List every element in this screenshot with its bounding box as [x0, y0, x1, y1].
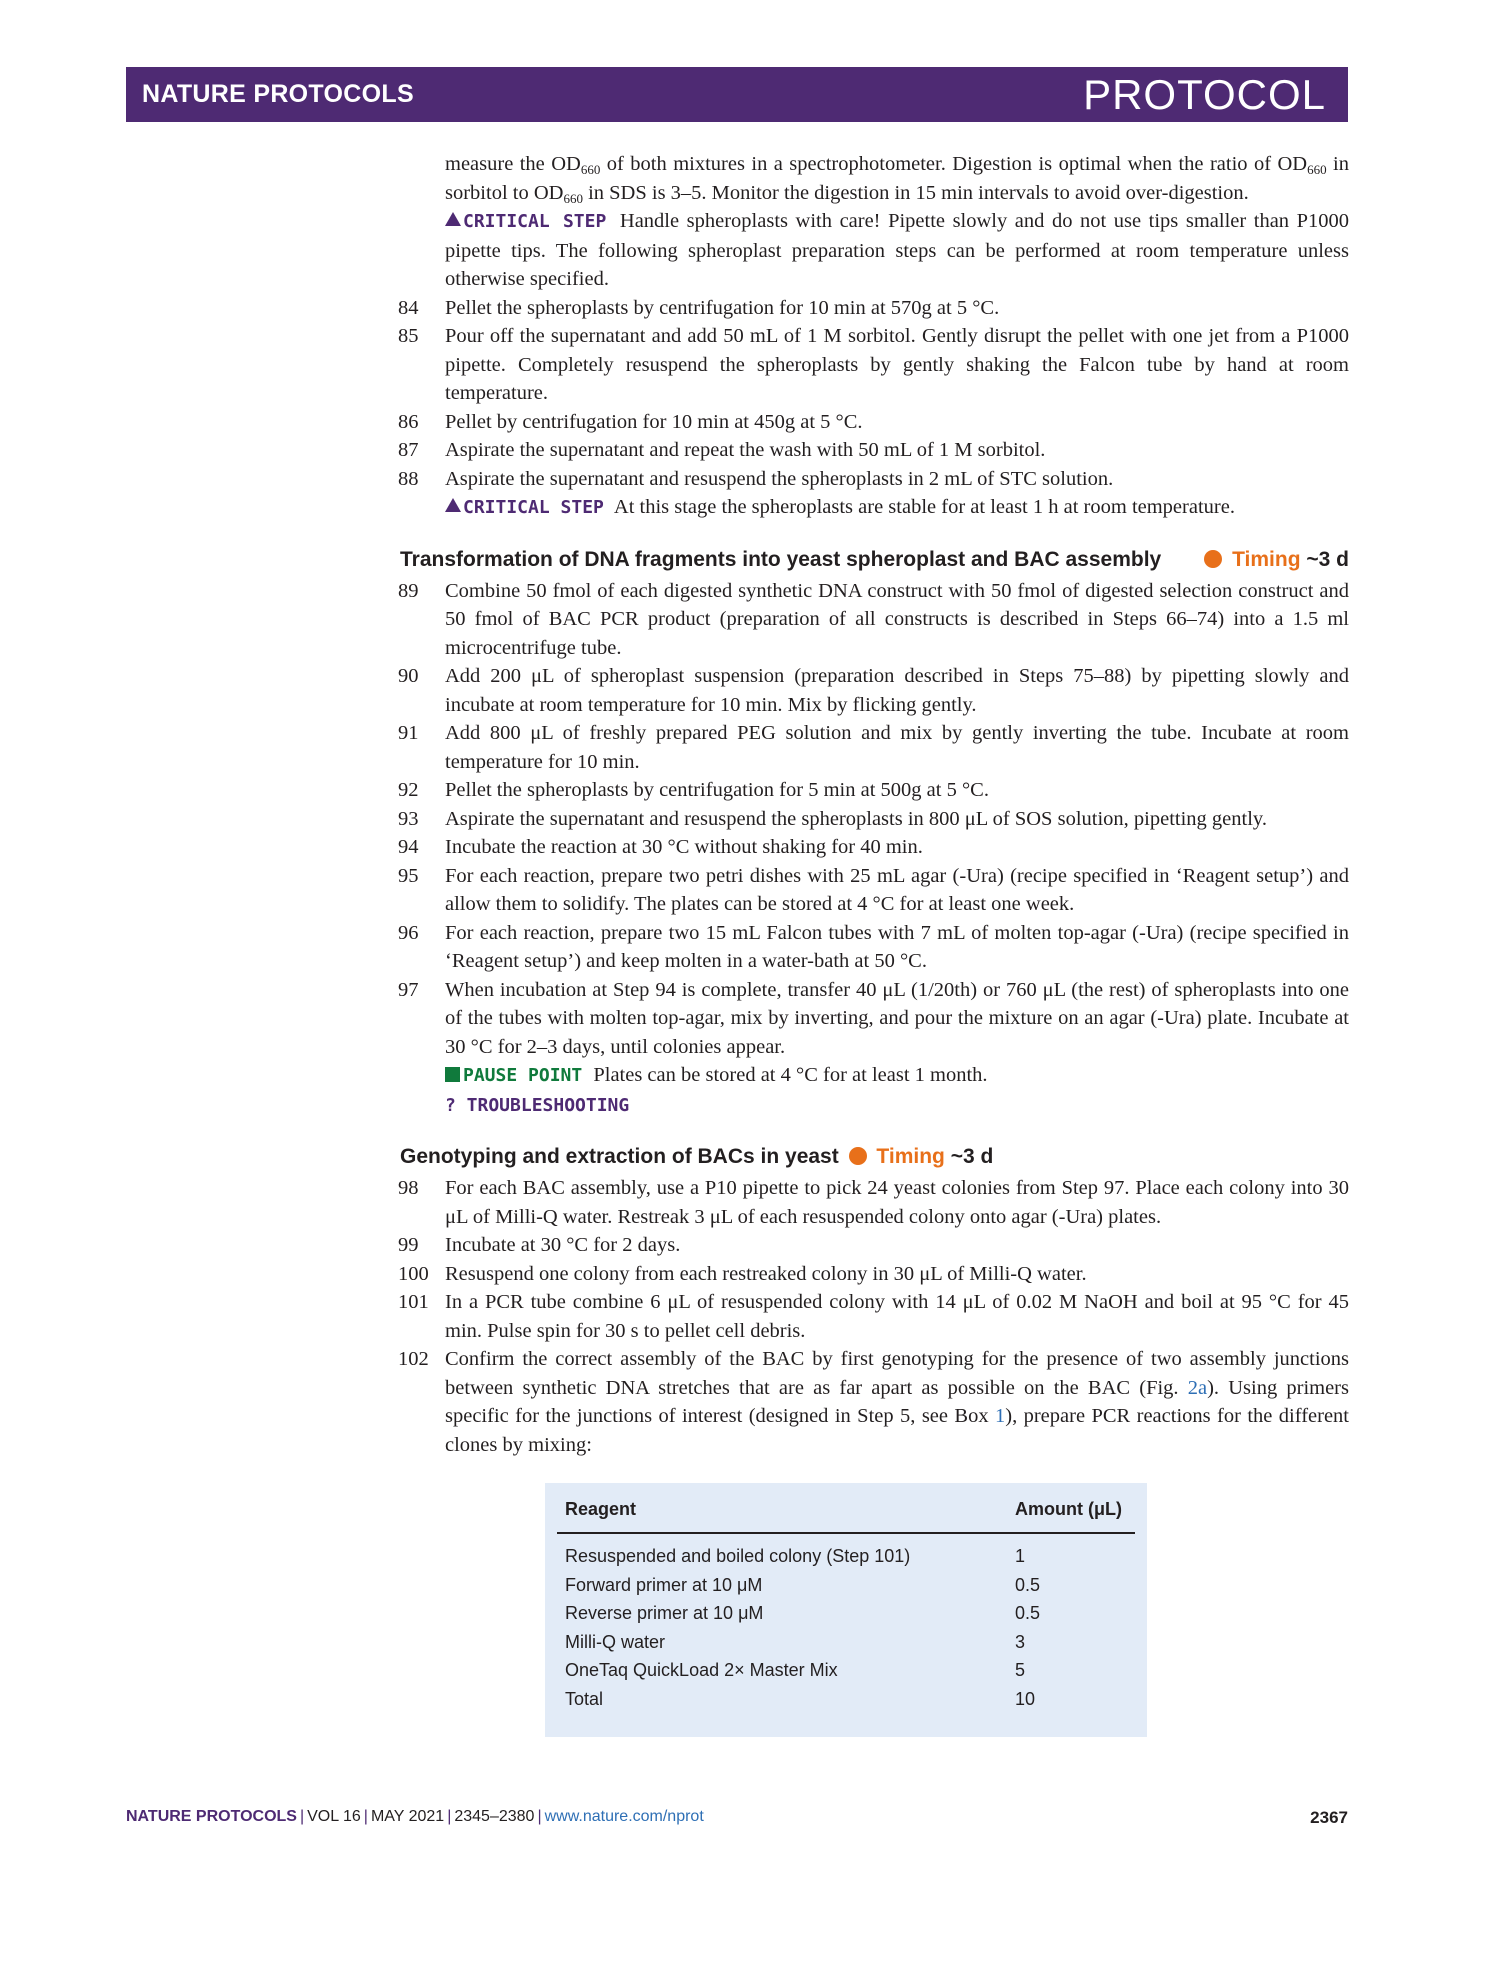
step-text: Pellet the spheroplasts by centrifugation for 5 min at 500g at 5 °C.	[445, 779, 989, 801]
step-number: 88	[398, 467, 419, 490]
step-number: 96	[398, 921, 419, 944]
step-number: 84	[398, 296, 419, 319]
step-text: Incubate at 30 °C for 2 days.	[445, 1234, 681, 1256]
step-number: 93	[398, 807, 419, 830]
troubleshooting-link[interactable]: ? TROUBLESHOOTING	[445, 1094, 630, 1116]
step-number: 86	[398, 410, 419, 433]
critical-step-label: CRITICAL STEP	[463, 497, 604, 518]
step-text: Confirm the correct assembly of the BAC by first genotyping for the presence of two assembly junctions between synthetic DNA stretches that are as far apart as possible on the BAC (Fig. 2a). Using primers specific for the junctions of interest (designed in Step 5, see Box 1), prepare PCR reactions for the different clones by mixing:	[445, 1348, 1349, 1456]
step-item	[400, 1174, 1349, 1231]
step-item	[400, 408, 1349, 437]
step-item	[400, 662, 1349, 719]
step-number: 98	[398, 1177, 419, 1199]
section-title: Transformation of DNA fragments into yeast spheroplast and BAC assembly	[400, 547, 1162, 571]
critical-step-label: CRITICAL STEP	[463, 211, 607, 232]
step-text: Incubate the reaction at 30 °C without shaking for 40 min.	[445, 836, 923, 858]
step-number: 95	[398, 864, 419, 887]
figure-link[interactable]: 2a	[1187, 1376, 1208, 1399]
step-text: In a PCR tube combine 6 μL of resuspended colony with 14 μL of 0.02 M NaOH and boil at 95 °C for 45 min. Pulse spin for 30 s to pellet cell debris.	[445, 1291, 1349, 1342]
step-text: When incubation at Step 94 is complete, transfer 40 μL (1/20th) or 760 μL (the rest) of spheroplasts into one of the tubes with molten top-agar, mix by inverting, and pour the mixture on an agar (-Ura) plate. Incubate at 30 °C for 2–3 days, until colonies appear.	[445, 978, 1349, 1058]
step-text: Add 200 μL of spheroplast suspension (preparation described in Steps 75–88) by pipetting slowly and incubate at room temperature for 10 min. Mix by flicking gently.	[445, 665, 1349, 716]
step-item	[400, 1288, 1349, 1345]
step-number: 92	[398, 779, 419, 801]
timing-dot-icon	[849, 1147, 867, 1165]
step-item	[400, 465, 1349, 494]
steps-group-a	[400, 294, 1349, 494]
step-number: 102	[398, 1348, 429, 1370]
step-item	[400, 833, 1349, 862]
section-timing: Timing ~3 d	[1200, 545, 1349, 575]
critical-step-note: CRITICAL STEP Handle spheroplasts with care! Pipette slowly and do not use tips smaller than P1000 pipette tips. The following spheroplast preparation steps can be performed at room temperature unless otherwise specified.	[445, 210, 1350, 290]
critical-triangle-icon	[445, 212, 461, 226]
step-number: 91	[398, 722, 419, 744]
step-number: 89	[398, 579, 419, 602]
step-text: For each reaction, prepare two 15 mL Falcon tubes with 7 mL of molten top-agar (-Ura) (recipe specified in ‘Reagent setup’) and keep molten in a water-bath at 50 °C.	[445, 921, 1349, 972]
step-item	[400, 719, 1349, 776]
step-item	[400, 862, 1349, 919]
step-item	[400, 805, 1349, 834]
table-row: Total 10	[565, 1688, 1036, 1709]
step-item	[400, 577, 1349, 663]
step-item	[400, 294, 1349, 323]
step-number: 85	[398, 325, 419, 347]
step-item	[400, 919, 1349, 976]
step-text: Aspirate the supernatant and repeat the wash with 50 mL of 1 M sorbitol.	[445, 439, 1046, 461]
step-item	[400, 1231, 1349, 1260]
table-row: OneTaq QuickLoad 2× Master Mix 5	[565, 1660, 1026, 1680]
step-item	[400, 1260, 1349, 1289]
pause-square-icon	[445, 1067, 460, 1082]
intro-paragraph: measure the $OD_{660}$ of both mixtures in a spectrophotometer. Digestion is optimal when the ratio of $OD_{660}$ in sorbitol to $OD_{660}$ in SDS is 3–5. Monitor the digestion in 15 min intervals to avoid over-digestion.	[445, 153, 1349, 206]
main-content	[400, 150, 1349, 1737]
step-text: Add 800 μL of freshly prepared PEG solution and mix by gently inverting the tube. Incubate at room temperature for 10 min.	[445, 722, 1349, 773]
footer-citation: NATURE PROTOCOLS | VOL 16 | MAY 2021 | 2345–2380 | www.nature.com/nprot	[126, 1808, 704, 1825]
pause-point-note: PAUSE POINT Plates can be stored at 4 °C for at least 1 month.	[400, 1061, 1349, 1091]
step-number: 99	[398, 1234, 419, 1256]
column-header-amount: Amount (μL)	[1015, 1499, 1122, 1519]
pause-point-label: PAUSE POINT	[463, 1065, 583, 1086]
step-text: Pellet by centrifugation for 10 min at 450g at 5 °C.	[445, 410, 863, 433]
step-item	[400, 436, 1349, 465]
step-text: Resuspend one colony from each restreaked colony in 30 μL of Milli-Q water.	[445, 1262, 1087, 1285]
timing-dot-icon	[1204, 550, 1222, 568]
step-number: 87	[398, 439, 419, 461]
table-row: Forward primer at 10 μM 0.5	[565, 1574, 1041, 1595]
step-text: Aspirate the supernatant and resuspend the spheroplasts in 800 μL of SOS solution, pipetting gently.	[445, 807, 1267, 830]
step-item	[400, 776, 1349, 805]
step-text: Pour off the supernatant and add 50 mL of 1 M sorbitol. Gently disrupt the pellet with one jet from a P1000 pipette. Completely resuspend the spheroplasts by gently shaking the Falcon tube by hand at room temperature.	[445, 325, 1349, 404]
steps-group-c	[400, 1174, 1349, 1459]
step-number: 90	[398, 665, 419, 687]
step-text: For each BAC assembly, use a P10 pipette to pick 24 yeast colonies from Step 97. Place each colony into 30 μL of Milli-Q water. Restreak 3 μL of each resuspended colony onto agar (-Ura) plates.	[445, 1177, 1349, 1228]
column-header-reagent: Reagent	[565, 1499, 637, 1519]
critical-step-note-2: CRITICAL STEP At this stage the spheroplasts are stable for at least 1 h at room temperature.	[400, 493, 1349, 523]
table-header	[557, 1499, 1135, 1534]
step-number: 101	[398, 1291, 429, 1313]
step-text: Combine 50 fmol of each digested synthetic DNA construct with 50 fmol of digested selection construct and 50 fmol of BAC PCR product (preparation of all constructs is described in Steps 66–74) into a 1.5 ml microcentrifuge tube.	[445, 579, 1349, 659]
page-header	[126, 67, 1348, 122]
pcr-table	[545, 1483, 1147, 1737]
step-text: Pellet the spheroplasts by centrifugation for 10 min at 570g at 5 °C.	[445, 296, 1000, 319]
critical-triangle-icon	[445, 498, 461, 512]
page-number: 2367	[1310, 1808, 1348, 1827]
section-heading-genotyping	[400, 1142, 1349, 1172]
step-number: 97	[398, 978, 419, 1001]
table-row: Milli-Q water 3	[565, 1631, 1026, 1652]
steps-group-b	[400, 577, 1349, 1062]
step-number: 100	[398, 1262, 429, 1285]
footer-url-link[interactable]: www.nature.com/nprot	[544, 1808, 704, 1825]
box-link[interactable]: 1	[995, 1405, 1006, 1427]
step-text: Aspirate the supernatant and resuspend the spheroplasts in 2 mL of STC solution.	[445, 467, 1114, 490]
section-title: Genotyping and extraction of BACs in yeast	[400, 1145, 839, 1168]
step-item	[400, 976, 1349, 1062]
step-item	[400, 322, 1349, 408]
table-row: Reverse primer at 10 μM 0.5	[565, 1603, 1041, 1623]
section-heading-transformation	[400, 545, 1349, 575]
article-type: PROTOCOL	[1083, 71, 1326, 118]
step-number: 94	[398, 836, 419, 858]
journal-name: NATURE PROTOCOLS	[142, 80, 414, 108]
step-text: For each reaction, prepare two petri dishes with 25 mL agar (-Ura) (recipe specified in ‘Reagent setup’) and allow them to solidify. The plates can be stored at 4 °C for at least one week.	[445, 864, 1349, 915]
section-timing: Timing ~3 d	[845, 1145, 994, 1168]
step-item	[400, 1345, 1349, 1459]
table-row: Resuspended and boiled colony (Step 101) 1	[565, 1546, 1026, 1566]
